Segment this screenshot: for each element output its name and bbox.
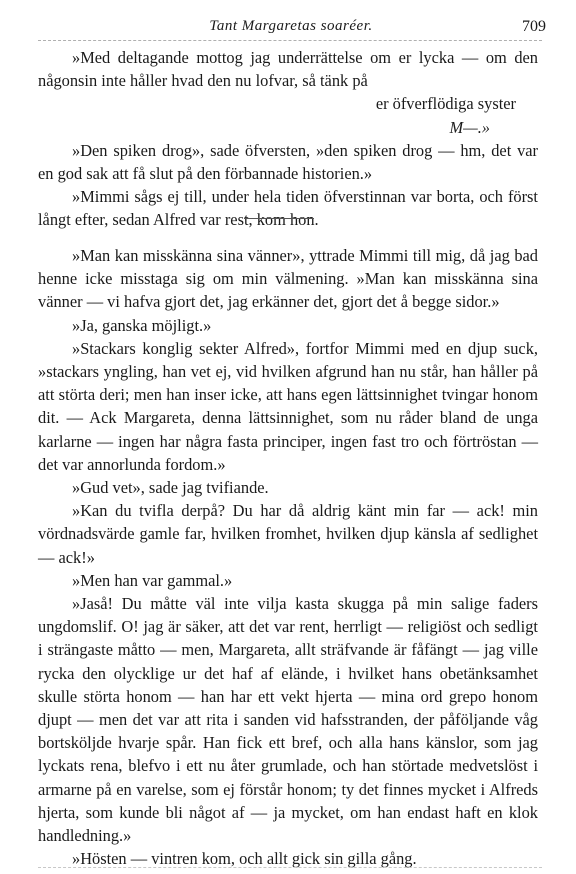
paragraph: »Stackars konglig sekter Alfred», fortfor Mimmi med en djup suck, »stackars yngling, han vet ej, vid hvilken afgrund han nu står, han håller på att störta deri; men han inser icke, att hans egen lättsinnighet tvingar honom dit. — Ack Margareta, denna lättsinnighet, som nu råder bland de unga karlarne — ingen har några fasta principer, ingen fast tro och förtröstan — det var annorlunda fordom.» bbox=[38, 338, 538, 474]
paragraph: »Mimmi sågs ej till, under hela tiden öfverstinnan var borta, och först långt efter, sedan Alfred var rest, kom hon. bbox=[38, 187, 538, 230]
header-rule bbox=[38, 40, 542, 41]
paragraph: »Den spiken drog», sade öfversten, »den spiken drog — hm, det var en god sak att få slut på den förbannade historien.» bbox=[38, 140, 538, 184]
letter-signature: M—.» bbox=[449, 117, 490, 137]
paragraph: »Men han var gammal.» bbox=[72, 570, 233, 590]
paragraph: »Kan du tvifla derpå? Du har då aldrig känt min far — ack! min vördnadsvärde gamle far, hvilken fromhet, hvilken djup känsla af sedlighet — ack!» bbox=[38, 501, 538, 567]
letter-closing: er öfverflödiga syster bbox=[375, 94, 516, 114]
paragraph: »Man kan misskänna sina vänner», yttrade Mimmi till mig, då jag bad henne icke misstaga sig om min välmening. »Man kan misskänna sina vänner — vi hafva gjort det, jag erkänner det, gjort det å begge sidor.» bbox=[38, 246, 538, 312]
paragraph: »Ja, ganska möjligt.» bbox=[72, 315, 212, 335]
letter-text: »Med deltagande mottog jag underrättelse om er lycka — om den någonsin inte håller hvad den nu lofvar, så tänk på bbox=[38, 48, 538, 91]
page-header bbox=[36, 18, 546, 42]
page-number: 709 bbox=[522, 18, 546, 35]
section-divider bbox=[244, 218, 314, 219]
letter-paragraph bbox=[38, 46, 538, 139]
footer-rule bbox=[38, 867, 542, 868]
paragraph: »Hösten — vintren kom, och allt gick sin gilla gång. bbox=[72, 849, 417, 869]
paragraph: »Gud vet», sade jag tvifiande. bbox=[72, 478, 269, 498]
text-section-1 bbox=[38, 46, 538, 232]
running-title: Tant Margaretas soaréer. bbox=[209, 18, 373, 34]
paragraph: »Jaså! Du måtte väl inte vilja kasta skugga på min salige faders ungdomslif. O! jag är säker, att det var rent, herrligt — religiöst och sedligt i strängaste måtto — men, Margareta, allt sträfvande är fåfängt — jag ville rycka den olycklige ur det haf af elände, i hvilket hans obetänksamhet skulle störta honom — han har ett vekt hjerta — mina ord grepo honom djupt — men det var att rita i sanden vid hafsstranden, der påföljande våg bortsköljde hvarje spår. Han fick ett bref, och alla hans känslor, som jag lyckats rena, blefvo i ett nu åter grumlade, och han störtade medvetslöst i armarne på en varelse, som ej förstår honom; ty det finnes mycket i Alfreds hjerta, som kunde bli något af — ja mycket, om han endast haft en klok handledning.» bbox=[38, 594, 538, 846]
text-section-2 bbox=[38, 244, 538, 870]
